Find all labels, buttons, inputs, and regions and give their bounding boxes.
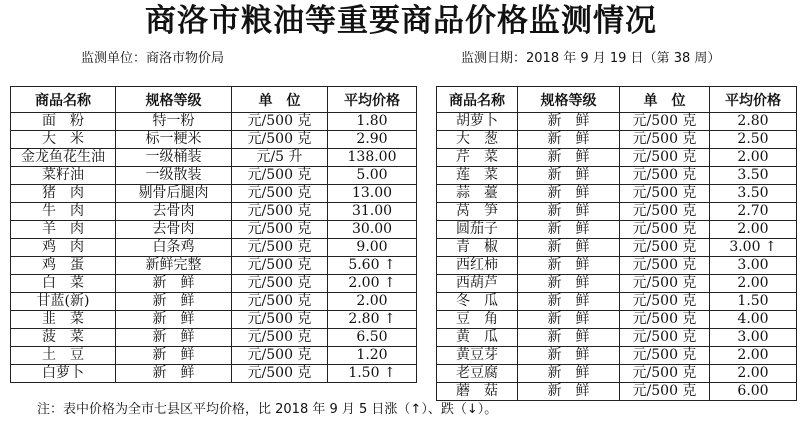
price-cell: 13.00 bbox=[328, 185, 417, 203]
table-row bbox=[11, 185, 417, 203]
unit-cell: 元/500 克 bbox=[232, 311, 328, 329]
spec-cell: 去骨肉 bbox=[116, 203, 232, 221]
column-header-spec: 规格等级 bbox=[116, 87, 232, 113]
table-row bbox=[11, 131, 417, 149]
unit-cell: 元/500 克 bbox=[232, 275, 328, 293]
price-cell: 6.00 bbox=[710, 383, 797, 401]
product-name-cell: 大 葱 bbox=[437, 131, 518, 149]
table-row bbox=[11, 275, 417, 293]
product-name-cell: 羊 肉 bbox=[11, 221, 116, 239]
spec-cell: 新 鲜 bbox=[518, 167, 620, 185]
table-row bbox=[437, 347, 797, 365]
table-row bbox=[437, 293, 797, 311]
product-name-cell: 鸡 肉 bbox=[11, 239, 116, 257]
spec-cell: 新 鲜 bbox=[518, 203, 620, 221]
price-cell: 2.80 ↑ bbox=[328, 311, 417, 329]
unit-cell: 元/500 克 bbox=[232, 257, 328, 275]
price-cell: 2.00 bbox=[710, 221, 797, 239]
spec-cell: 一级桶装 bbox=[116, 149, 232, 167]
price-cell: 6.50 bbox=[328, 329, 417, 347]
unit-cell: 元/500 克 bbox=[232, 221, 328, 239]
spec-cell: 标一粳米 bbox=[116, 131, 232, 149]
table-row bbox=[437, 131, 797, 149]
unit-cell: 元/500 克 bbox=[620, 257, 710, 275]
spec-cell: 特一粉 bbox=[116, 113, 232, 131]
price-cell: 3.50 bbox=[710, 167, 797, 185]
product-name-cell: 甘蓝(新) bbox=[11, 293, 116, 311]
product-name-cell: 老豆腐 bbox=[437, 365, 518, 383]
price-cell: 9.00 bbox=[328, 239, 417, 257]
table-row bbox=[11, 239, 417, 257]
price-cell: 3.50 bbox=[710, 185, 797, 203]
unit-cell: 元/500 克 bbox=[620, 347, 710, 365]
price-cell: 2.70 bbox=[710, 203, 797, 221]
table-row bbox=[437, 383, 797, 401]
table-row bbox=[437, 149, 797, 167]
product-name-cell: 芹 菜 bbox=[437, 149, 518, 167]
footnote: 注：表中价格为全市七县区平均价格，比 2018 年 9 月 5 日涨（↑）、跌（↓）。 bbox=[37, 402, 498, 417]
monitoring-date: 监测日期：2018 年 9 月 19 日（第 38 周） bbox=[461, 51, 721, 66]
unit-cell: 元/500 克 bbox=[232, 203, 328, 221]
unit-cell: 元/500 克 bbox=[232, 131, 328, 149]
table-row bbox=[11, 221, 417, 239]
price-cell: 3.00 bbox=[710, 257, 797, 275]
price-cell: 2.00 bbox=[710, 275, 797, 293]
unit-cell: 元/500 克 bbox=[620, 383, 710, 401]
table-row bbox=[11, 311, 417, 329]
unit-cell: 元/500 克 bbox=[620, 275, 710, 293]
product-name-cell: 莲 菜 bbox=[437, 167, 518, 185]
unit-cell: 元/500 克 bbox=[620, 311, 710, 329]
spec-cell: 新 鲜 bbox=[116, 329, 232, 347]
table-row bbox=[11, 167, 417, 185]
spec-cell: 新 鲜 bbox=[116, 311, 232, 329]
table-row bbox=[11, 203, 417, 221]
table-row bbox=[11, 113, 417, 131]
unit-cell: 元/500 克 bbox=[232, 113, 328, 131]
spec-cell: 新 鲜 bbox=[518, 293, 620, 311]
spec-cell: 新 鲜 bbox=[116, 347, 232, 365]
spec-cell: 新 鲜 bbox=[116, 365, 232, 383]
product-name-cell: 冬 瓜 bbox=[437, 293, 518, 311]
price-cell: 2.00 bbox=[710, 347, 797, 365]
price-cell: 30.00 bbox=[328, 221, 417, 239]
product-name-cell: 圆茄子 bbox=[437, 221, 518, 239]
column-header-price: 平均价格 bbox=[710, 87, 797, 113]
spec-cell: 新 鲜 bbox=[518, 185, 620, 203]
spec-cell: 新 鲜 bbox=[518, 275, 620, 293]
spec-cell: 新 鲜 bbox=[518, 149, 620, 167]
page-title: 商洛市粮油等重要商品价格监测情况 bbox=[145, 3, 657, 39]
table-row bbox=[437, 365, 797, 383]
spec-cell: 新 鲜 bbox=[518, 113, 620, 131]
unit-cell: 元/500 克 bbox=[232, 185, 328, 203]
table-row bbox=[437, 311, 797, 329]
product-name-cell: 青 椒 bbox=[437, 239, 518, 257]
unit-cell: 元/500 克 bbox=[232, 329, 328, 347]
spec-cell: 新 鲜 bbox=[518, 257, 620, 275]
unit-cell: 元/500 克 bbox=[232, 239, 328, 257]
spec-cell: 新 鲜 bbox=[518, 383, 620, 401]
table-row bbox=[437, 275, 797, 293]
table-header-row bbox=[437, 87, 797, 113]
price-cell: 2.00 bbox=[710, 149, 797, 167]
unit-cell: 元/500 克 bbox=[620, 221, 710, 239]
table-row bbox=[11, 293, 417, 311]
column-header-spec: 规格等级 bbox=[518, 87, 620, 113]
column-header-name: 商品名称 bbox=[437, 87, 518, 113]
product-name-cell: 鸡 蛋 bbox=[11, 257, 116, 275]
table-row bbox=[11, 149, 417, 167]
table-header-row bbox=[11, 87, 417, 113]
price-cell: 3.00 bbox=[710, 329, 797, 347]
product-name-cell: 白 菜 bbox=[11, 275, 116, 293]
product-name-cell: 蒜 薹 bbox=[437, 185, 518, 203]
price-table-left bbox=[10, 86, 417, 383]
product-name-cell: 猪 肉 bbox=[11, 185, 116, 203]
unit-cell: 元/500 克 bbox=[232, 293, 328, 311]
product-name-cell: 莴 笋 bbox=[437, 203, 518, 221]
unit-cell: 元/500 克 bbox=[620, 293, 710, 311]
table-row bbox=[11, 257, 417, 275]
unit-cell: 元/500 克 bbox=[620, 167, 710, 185]
unit-cell: 元/500 克 bbox=[620, 329, 710, 347]
price-cell: 2.90 bbox=[328, 131, 417, 149]
product-name-cell: 韭 菜 bbox=[11, 311, 116, 329]
spec-cell: 新 鲜 bbox=[518, 239, 620, 257]
spec-cell: 新 鲜 bbox=[116, 275, 232, 293]
unit-cell: 元/500 克 bbox=[232, 167, 328, 185]
table-row bbox=[437, 203, 797, 221]
price-cell: 2.80 bbox=[710, 113, 797, 131]
column-header-unit: 单 位 bbox=[232, 87, 328, 113]
spec-cell: 新 鲜 bbox=[518, 365, 620, 383]
table-row bbox=[11, 365, 417, 383]
table-row bbox=[437, 221, 797, 239]
table-row bbox=[437, 329, 797, 347]
price-table-right bbox=[436, 86, 797, 401]
table-row bbox=[437, 257, 797, 275]
spec-cell: 剔骨后腿肉 bbox=[116, 185, 232, 203]
spec-cell: 去骨肉 bbox=[116, 221, 232, 239]
price-cell: 2.00 bbox=[328, 293, 417, 311]
product-name-cell: 土 豆 bbox=[11, 347, 116, 365]
product-name-cell: 白萝卜 bbox=[11, 365, 116, 383]
price-table-right-body bbox=[437, 113, 797, 401]
price-cell: 5.60 ↑ bbox=[328, 257, 417, 275]
price-cell: 1.80 bbox=[328, 113, 417, 131]
product-name-cell: 大 米 bbox=[11, 131, 116, 149]
spec-cell: 新鲜完整 bbox=[116, 257, 232, 275]
column-header-name: 商品名称 bbox=[11, 87, 116, 113]
unit-cell: 元/500 克 bbox=[620, 113, 710, 131]
product-name-cell: 黄 瓜 bbox=[437, 329, 518, 347]
spec-cell: 新 鲜 bbox=[518, 311, 620, 329]
table-row bbox=[437, 239, 797, 257]
price-cell: 2.00 bbox=[710, 365, 797, 383]
product-name-cell: 豆 角 bbox=[437, 311, 518, 329]
spec-cell: 新 鲜 bbox=[518, 329, 620, 347]
price-cell: 5.00 bbox=[328, 167, 417, 185]
price-table-left-body bbox=[11, 113, 417, 383]
spec-cell: 新 鲜 bbox=[518, 131, 620, 149]
unit-cell: 元/500 克 bbox=[620, 149, 710, 167]
spec-cell: 新 鲜 bbox=[518, 347, 620, 365]
table-row bbox=[11, 329, 417, 347]
product-name-cell: 胡萝卜 bbox=[437, 113, 518, 131]
price-cell: 4.00 bbox=[710, 311, 797, 329]
unit-cell: 元/500 克 bbox=[620, 365, 710, 383]
column-header-price: 平均价格 bbox=[328, 87, 417, 113]
unit-cell: 元/5 升 bbox=[232, 149, 328, 167]
unit-cell: 元/500 克 bbox=[620, 239, 710, 257]
table-row bbox=[437, 167, 797, 185]
product-name-cell: 西葫芦 bbox=[437, 275, 518, 293]
product-name-cell: 西红柿 bbox=[437, 257, 518, 275]
product-name-cell: 菠 菜 bbox=[11, 329, 116, 347]
price-cell: 2.00 ↑ bbox=[328, 275, 417, 293]
table-row bbox=[437, 185, 797, 203]
price-cell: 138.00 bbox=[328, 149, 417, 167]
column-header-unit: 单 位 bbox=[620, 87, 710, 113]
spec-cell: 新 鲜 bbox=[116, 293, 232, 311]
product-name-cell: 蘑 菇 bbox=[437, 383, 518, 401]
unit-cell: 元/500 克 bbox=[232, 365, 328, 383]
spec-cell: 白条鸡 bbox=[116, 239, 232, 257]
product-name-cell: 牛 肉 bbox=[11, 203, 116, 221]
product-name-cell: 面 粉 bbox=[11, 113, 116, 131]
price-cell: 31.00 bbox=[328, 203, 417, 221]
product-name-cell: 黄豆芽 bbox=[437, 347, 518, 365]
table-row bbox=[11, 347, 417, 365]
spec-cell: 新 鲜 bbox=[518, 221, 620, 239]
unit-cell: 元/500 克 bbox=[620, 131, 710, 149]
product-name-cell: 金龙鱼花生油 bbox=[11, 149, 116, 167]
price-cell: 1.50 ↑ bbox=[328, 365, 417, 383]
unit-cell: 元/500 克 bbox=[620, 185, 710, 203]
monitoring-unit: 监测单位：商洛市物价局 bbox=[81, 51, 225, 66]
price-cell: 3.00 ↑ bbox=[710, 239, 797, 257]
price-cell: 2.50 bbox=[710, 131, 797, 149]
spec-cell: 一级散装 bbox=[116, 167, 232, 185]
price-cell: 1.50 bbox=[710, 293, 797, 311]
product-name-cell: 菜籽油 bbox=[11, 167, 116, 185]
price-cell: 1.20 bbox=[328, 347, 417, 365]
unit-cell: 元/500 克 bbox=[232, 347, 328, 365]
unit-cell: 元/500 克 bbox=[620, 203, 710, 221]
table-row bbox=[437, 113, 797, 131]
